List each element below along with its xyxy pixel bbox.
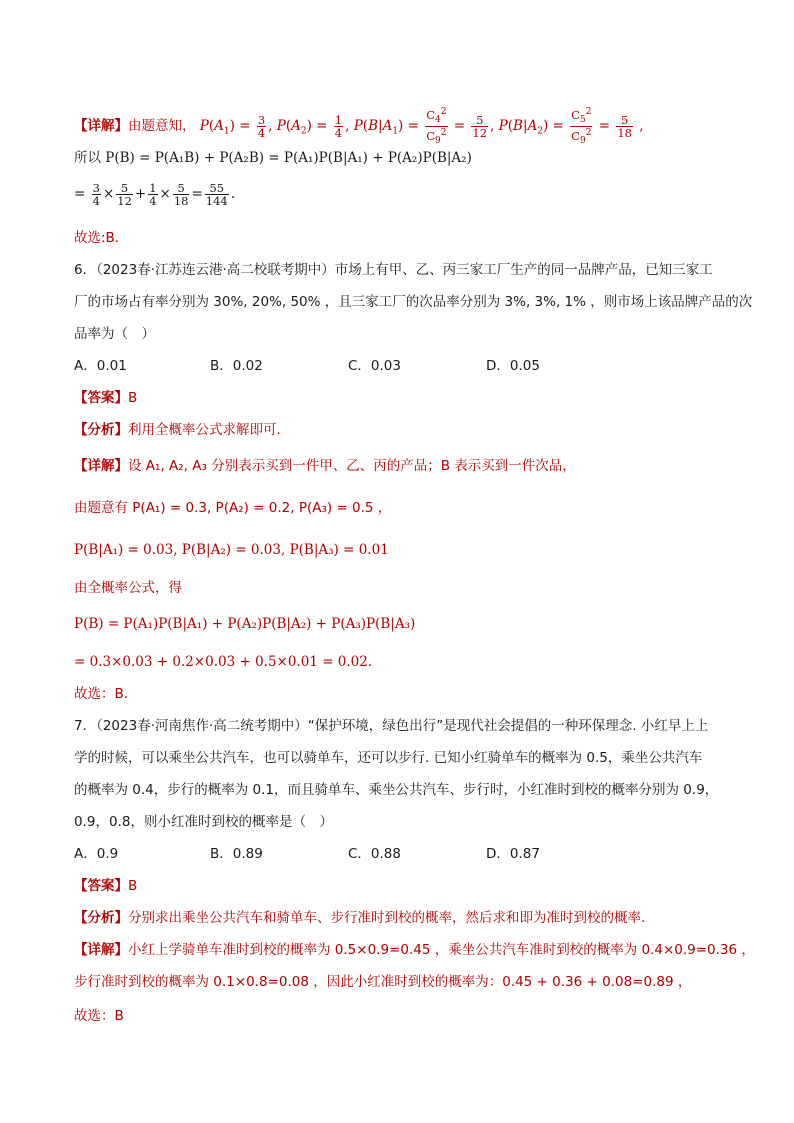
answer-label: 【答案】 [74,390,128,406]
q7-stem-line4: 0.9，0.8，则小红准时到校的概率是（ ） [74,814,333,830]
q6-detail-line4: 由全概率公式，得 [74,580,182,596]
q6-stem-line2: 厂的市场占有率分别为 30%, 20%, 50% ，且三家工厂的次品率分别为 3%, 3%, 1% ，则市场上该品牌产品的次 [74,294,753,310]
q5-line3: = $\frac{3}{4}$ × $\frac{5}{12}$ + $\frac{1}{4}$ × $\frac{5}{18}$ = $\frac{55}{144}$ . [74,181,236,208]
q6-detail-line6: = 0.3×0.03 + 0.2×0.03 + 0.5×0.01 = 0.02. [74,654,373,670]
q6-detail-line5: P(B) = P(A₁)P(B|A₁) + P(A₂)P(B|A₂) + P(A₃)P(B|A₃) [74,616,416,632]
q6-analysis [74,420,754,440]
fraction: $\frac{C_4^2}{C_9^2}$ [426,107,447,147]
q7-stem-line2: 学的时候，可以乘坐公共汽车，也可以骑单车，还可以步行. 已知小红骑单车的概率为 0.5，乘坐公共汽车 [74,750,703,766]
q6-option-a: A．0.01 [74,358,127,374]
q7-stem-line3: 的概率为 0.4，步行的概率为 0.1，而且骑单车、乘坐公共汽车、步行时，小红准时到校的概率分别为 0.9， [74,782,719,798]
fraction: $\frac{3}{4}$ [257,113,266,141]
fraction: $\frac{1}{4}$ [334,113,343,141]
q7-option-b: B．0.89 [210,846,263,862]
analysis-label: 【分析】 [74,422,128,438]
q6-detail-text: 设 A₁, A₂, A₃ 分别表示买到一件甲、乙、丙的产品；B 表示买到一件次品， [128,458,576,474]
q7-detail-line1 [74,940,754,960]
q7-detail-line2: 步行准时到校的概率为 0.1×0.8=0.08 ，因此小红准时到校的概率为：0.45 + 0.36 + 0.08=0.89 ， [74,974,692,990]
q6-analysis-text: 利用全概率公式求解即可. [128,422,281,438]
q7-option-d: D．0.87 [486,846,540,862]
q7-answer [74,876,754,896]
q7-analysis [74,908,754,928]
q7-detail-text: 小红上学骑单车准时到校的概率为 0.5×0.9=0.45 ，乘坐公共汽车准时到校的概率为 0.4×0.9=0.36 ， [128,942,755,958]
q6-detail-line2: 由题意有 P(A₁) = 0.3, P(A₂) = 0.2, P(A₃) = 0.5 ， [74,500,392,516]
detail-label: 【详解】 [74,118,128,135]
q6-detail-line1 [74,456,754,476]
q6-option-b: B．0.02 [210,358,263,374]
q6-answer-value: B [128,390,138,406]
answer-label: 【答案】 [74,878,128,894]
q5-choice: 故选:B. [74,230,120,246]
q5-detail-formula: $P(A_1)$ = $\frac{3}{4}$ , $P(A_2)$ = $\frac{1}{4}$ , $P(B|A_1)$ = $\frac{C_4^2}{C_9^2}$ = $\frac{5}{12}$ , $P(B|A_2)$ = $\frac{C_5^2}{C_9^2}$ = $\frac{5}{18}$ , [199,107,644,147]
detail-label: 【详解】 [74,458,128,474]
fraction: $\frac{55}{144}$ [205,181,228,208]
fraction: $\frac{3}{4}$ [92,181,100,208]
analysis-label: 【分析】 [74,910,128,926]
fraction: $\frac{5}{12}$ [472,113,488,141]
fraction: $\frac{1}{4}$ [149,181,157,208]
q7-answer-value: B [128,878,138,894]
q6-detail-line3: P(B|A₁) = 0.03, P(B|A₂) = 0.03, P(B|A₃) = 0.01 [74,542,389,558]
fraction: $\frac{5}{18}$ [173,181,189,208]
q6-stem-line3: 品率为（ ） [74,326,155,342]
q7-choice: 故选：B [74,1008,124,1024]
q5-line2: 所以 P(B) = P(A₁B) + P(A₂B) = P(A₁)P(B|A₁) + P(A₂)P(B|A₂) [74,150,472,166]
fraction: $\frac{5}{12}$ [117,181,132,208]
q7-option-c: C．0.88 [348,846,401,862]
q7-option-a: A．0.9 [74,846,119,862]
q6-stem-line1: 6．（2023春·江苏连云港·高二校联考期中）市场上有甲、乙、丙三家工厂生产的同一品牌产品，已知三家工 [74,262,713,278]
fraction: $\frac{C_5^2}{C_9^2}$ [571,107,592,147]
q5-detail-prefix: 由题意知， [128,118,196,135]
q6-choice: 故选：B. [74,686,129,702]
q7-stem-line1: 7．（2023春·河南焦作·高二统考期中）“保护环境，绿色出行”是现代社会提倡的一种环保理念. 小红早上上 [74,718,709,734]
detail-label: 【详解】 [74,942,128,958]
q7-analysis-text: 分别求出乘坐公共汽车和骑单车、步行准时到校的概率，然后求和即为准时到校的概率. [128,910,646,926]
q6-answer [74,388,754,408]
q6-option-c: C．0.03 [348,358,401,374]
q6-option-d: D．0.05 [486,358,540,374]
q5-detail [74,106,754,147]
fraction: $\frac{5}{18}$ [617,113,632,141]
